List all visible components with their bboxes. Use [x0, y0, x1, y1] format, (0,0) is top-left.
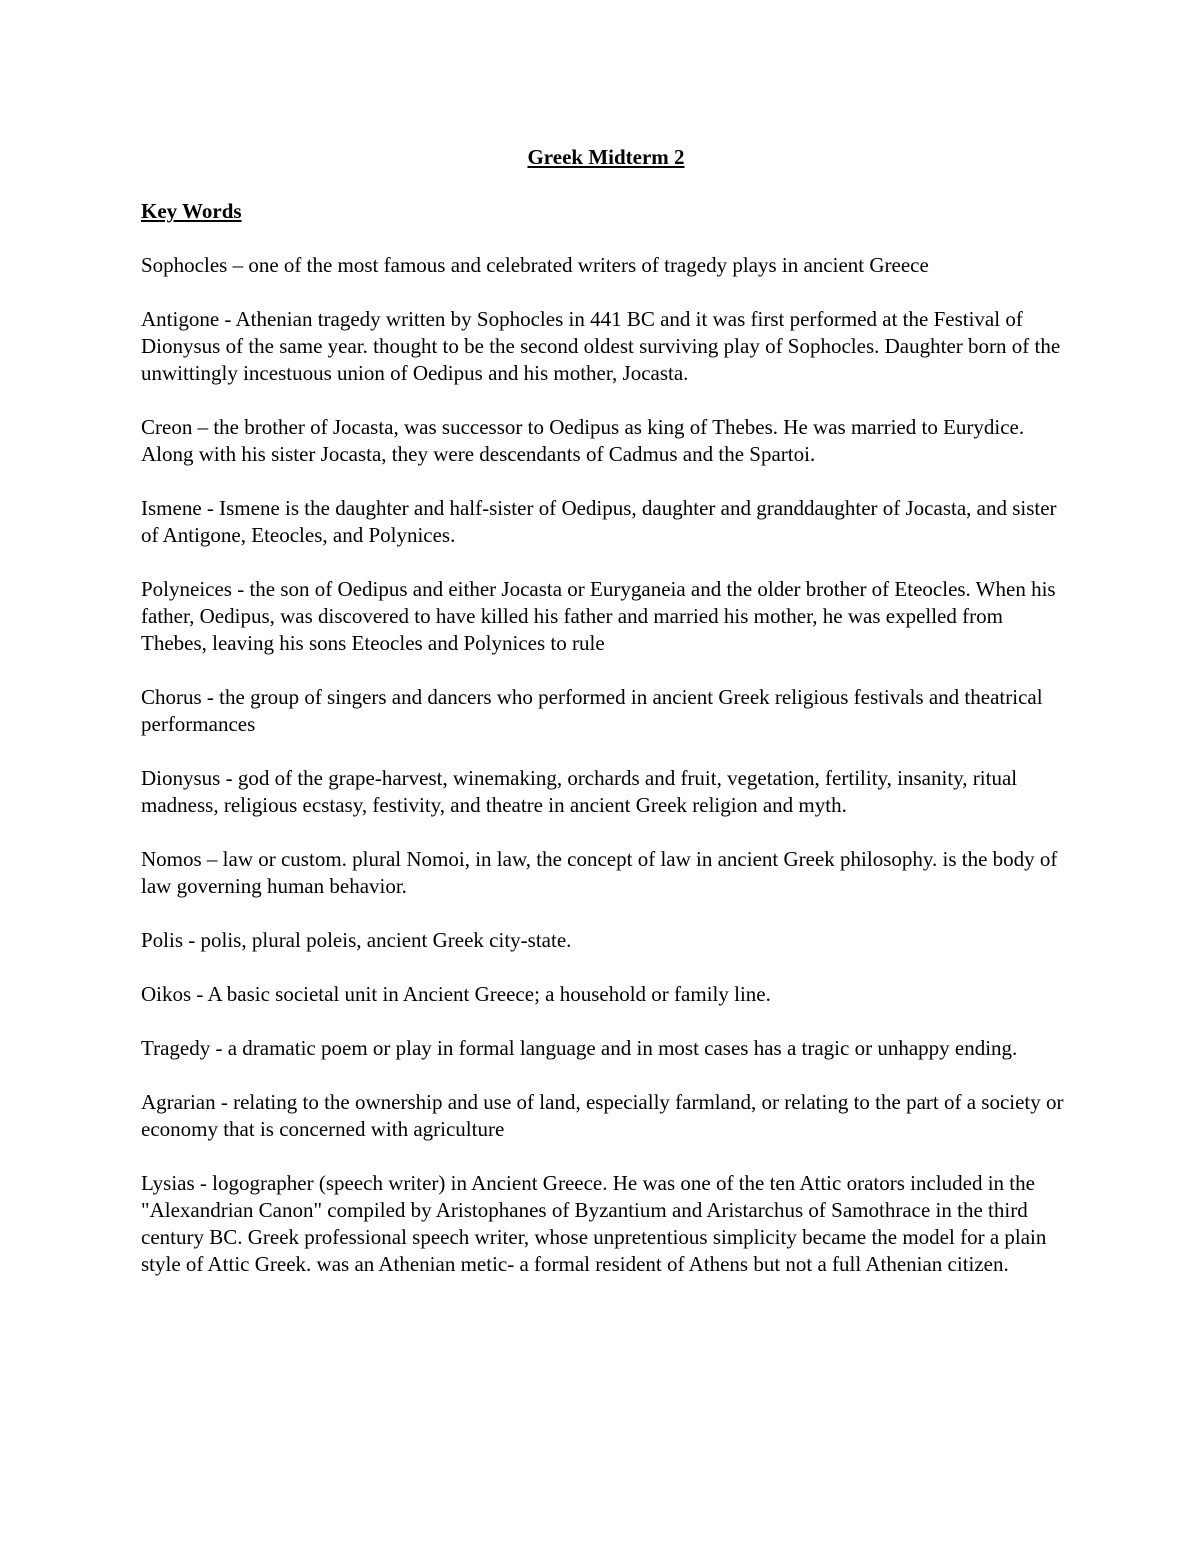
entry-creon: Creon – the brother of Jocasta, was successor to Oedipus as king of Thebes. He was married to Eurydice. Along with his sister Jocasta, they were descendants of Cadmus and the Spartoi.: [141, 415, 1025, 466]
entry-polyneices: Polyneices - the son of Oedipus and either Jocasta or Euryganeia and the older brother of Eteocles. When his father, Oedipus, was discovered to have killed his father and married his mother, he was expelled from Thebes, leaving his sons Eteocles and Polynices to rule: [141, 577, 1056, 655]
entry-lysias: Lysias - logographer (speech writer) in Ancient Greece. He was one of the ten Attic orators included in the "Alexandrian Canon" compiled by Aristophanes of Byzantium and Aristarchus of Samothrace in the third century BC. Greek professional speech writer, whose unpretentious simplicity became the model for a plain style of Attic Greek. was an Athenian metic- a formal resident of Athens but not a full Athenian citizen.: [141, 1171, 1047, 1276]
entry-tragedy: Tragedy - a dramatic poem or play in formal language and in most cases has a tragic or unhappy ending.: [141, 1036, 1018, 1060]
document-title: Greek Midterm 2: [527, 145, 685, 169]
section-heading-key-words: Key Words: [141, 199, 242, 223]
entry-polis: Polis - polis, plural poleis, ancient Greek city-state.: [141, 928, 572, 952]
entry-chorus: Chorus - the group of singers and dancers who performed in ancient Greek religious festivals and theatrical performances: [141, 685, 1043, 736]
entry-nomos: Nomos – law or custom. plural Nomoi, in law, the concept of law in ancient Greek philosophy. is the body of law governing human behavior.: [141, 847, 1058, 898]
entry-sophocles: Sophocles – one of the most famous and celebrated writers of tragedy plays in ancient Greece: [141, 253, 929, 277]
entry-oikos: Oikos - A basic societal unit in Ancient Greece; a household or family line.: [141, 982, 771, 1006]
document-body: [141, 144, 1071, 1305]
entry-antigone: Antigone - Athenian tragedy written by Sophocles in 441 BC and it was first performed at the Festival of Dionysus of the same year. thought to be the second oldest surviving play of Sophocles. Daughter born of the unwittingly incestuous union of Oedipus and his mother, Jocasta.: [141, 307, 1061, 385]
entry-ismene: Ismene - Ismene is the daughter and half-sister of Oedipus, daughter and granddaughter of Jocasta, and sister of Antigone, Eteocles, and Polynices.: [141, 496, 1057, 547]
entry-agrarian: Agrarian - relating to the ownership and use of land, especially farmland, or relating to the part of a society or economy that is concerned with agriculture: [141, 1090, 1064, 1141]
entry-dionysus: Dionysus - god of the grape-harvest, winemaking, orchards and fruit, vegetation, fertility, insanity, ritual madness, religious ecstasy, festivity, and theatre in ancient Greek religion and myth.: [141, 766, 1018, 817]
